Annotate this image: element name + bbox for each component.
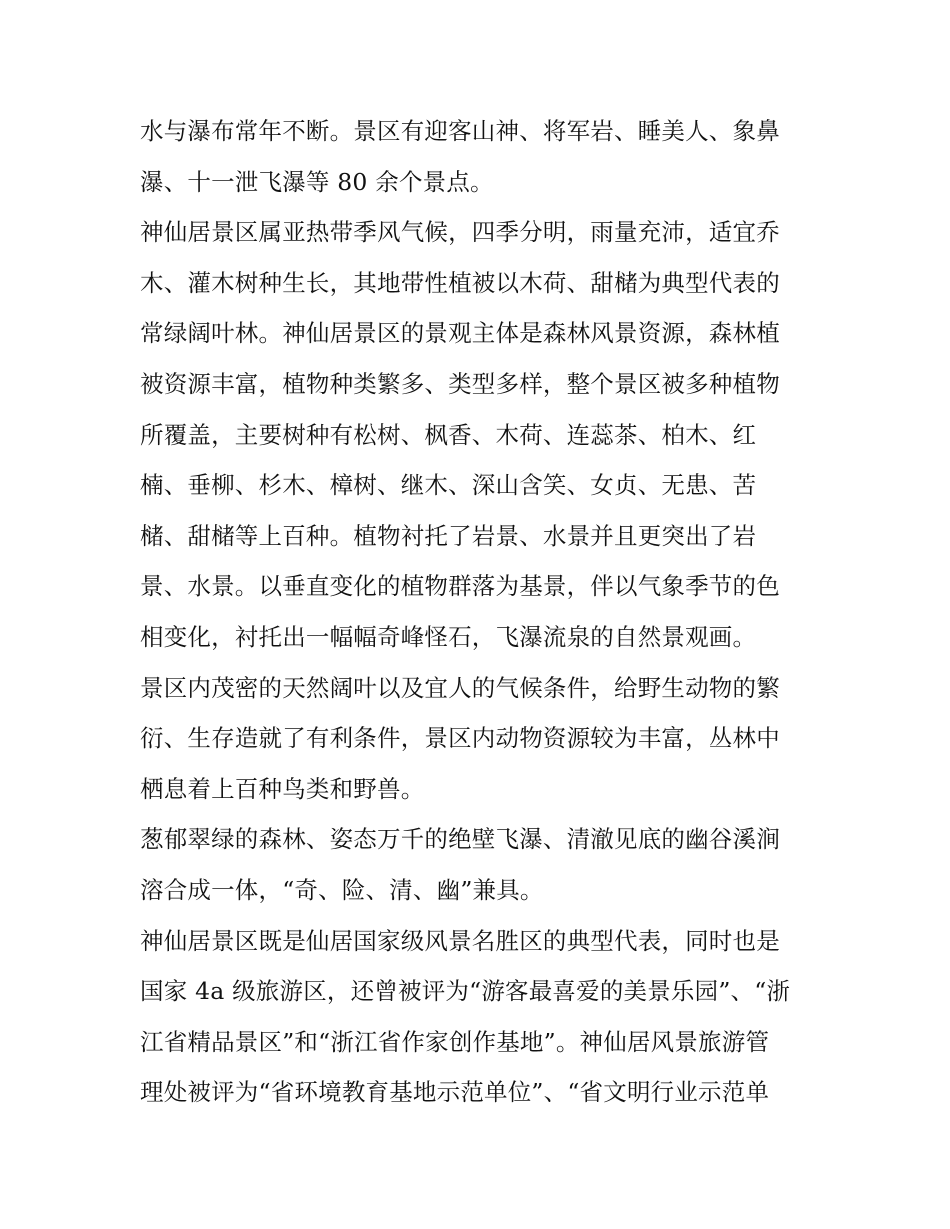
paragraph-5 [140, 916, 820, 1118]
text-line: 水与瀑布常年不断。景区有迎客山神、将军岩、睡美人、象鼻 [140, 117, 780, 145]
text-line: 常绿阔叶林。神仙居景区的景观主体是森林风景资源，森林植 [140, 319, 780, 348]
text-line: 所覆盖，主要树种有松树、枫香、木荷、连蕊茶、柏木、红 [140, 420, 757, 449]
paragraph-2 [140, 207, 820, 662]
text-line: 衍、生存造就了有利条件，景区内动物资源较为丰富，丛林中 [140, 724, 780, 753]
text-line: 景、水景。以垂直变化的植物群落为基景，伴以气象季节的色 [140, 572, 780, 601]
text-line: 理处被评为“省环境教育基地示范单位”、“省文明行业示范单 [140, 1078, 770, 1107]
text-line: 木、灌木树种生长，其地带性植被以木荷、甜槠为典型代表的 [140, 268, 780, 297]
text-line: 江省精品景区”和“浙江省作家创作基地”。神仙居风景旅游管 [140, 1027, 770, 1056]
text-line: 被资源丰富，植物种类繁多、类型多样，整个景区被多种植物 [140, 369, 780, 398]
text-line: 栖息着上百种鸟类和野兽。 [140, 774, 425, 803]
text-line: 相变化，衬托出一幅幅奇峰怪石，飞瀑流泉的自然景观画。 [140, 622, 757, 651]
paragraph-1 [140, 106, 820, 207]
document-page [140, 106, 820, 1118]
text-line: 葱郁翠绿的森林、姿态万千的绝壁飞瀑、清澈见底的幽谷溪涧 [140, 825, 780, 854]
text-line: 神仙居景区既是仙居国家级风景名胜区的典型代表，同时也是 [140, 926, 780, 955]
text-line: 槠、甜槠等上百种。植物衬托了岩景、水景并且更突出了岩 [140, 521, 757, 550]
paragraph-3 [140, 663, 820, 815]
paragraph-4 [140, 814, 820, 915]
text-line: 景区内茂密的天然阔叶以及宜人的气候条件，给野生动物的繁 [140, 673, 780, 702]
text-line: 瀑、十一泄飞瀑等 80 余个景点。 [140, 167, 494, 196]
text-line: 溶合成一体，“奇、险、清、幽”兼具。 [140, 875, 544, 904]
text-line: 楠、垂柳、杉木、樟树、继木、深山含笑、女贞、无患、苦 [140, 471, 757, 500]
text-line: 国家 4a 级旅游区，还曾被评为“游客最喜爱的美景乐园”、“浙 [140, 977, 791, 1006]
text-line: 神仙居景区属亚热带季风气候，四季分明，雨量充沛，适宜乔 [140, 218, 780, 247]
